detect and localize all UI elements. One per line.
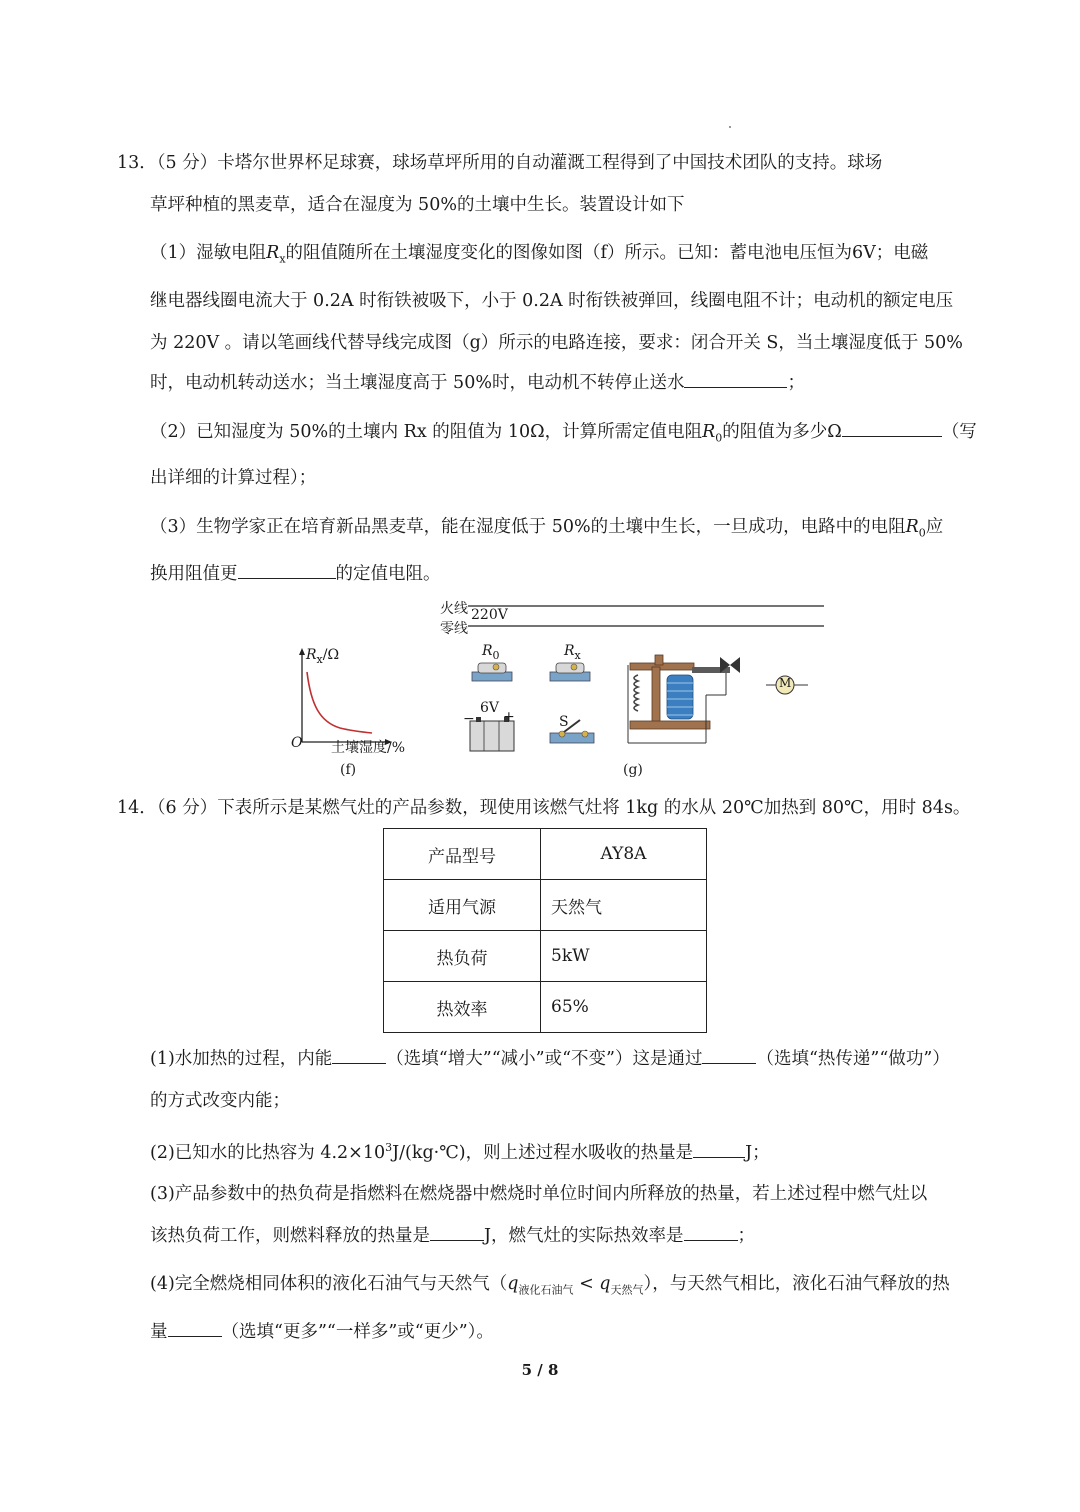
q14-score: （6 分）: [156, 798, 218, 818]
table-value: 65%: [541, 982, 707, 1033]
answer-blank[interactable]: [702, 1048, 756, 1064]
q14-p4-a: (4)完全燃烧相同体积的液化石油气与天然气（: [150, 1274, 508, 1294]
table-row: [384, 931, 707, 982]
q14-stem-text: 下表所示是某燃气灶的产品参数，现使用该燃气灶将 1kg 的水从 20℃加热到 80℃，用时 84s。: [217, 798, 971, 818]
q13-part3-line2: [150, 563, 441, 585]
q13-part3-line1: [150, 516, 943, 545]
fig-g-battery-minus: −: [463, 711, 475, 727]
q14-stem: [117, 797, 970, 819]
q13-p2-text-b: 的阻值为多少Ω: [722, 422, 842, 442]
var-r0: R: [702, 422, 716, 442]
answer-blank[interactable]: [238, 563, 336, 579]
fig-f-ylabel-var: R: [306, 647, 317, 663]
q13-part1-line1: [150, 242, 928, 271]
q13-p1-end: ；: [787, 373, 805, 393]
fig-g-r0-sub: 0: [492, 648, 500, 662]
q13-p2-text-c: （写: [941, 422, 977, 442]
q13-p3-line2-b: 的定值电阻。: [335, 564, 441, 584]
fig-g-live-wire: 火线: [440, 601, 468, 617]
q14-p3-c: ；: [737, 1226, 756, 1246]
fig-g-rx-label: [564, 643, 581, 662]
q14-number: 14．: [117, 798, 157, 818]
q14-part1-line1: [150, 1048, 950, 1070]
q14-p3-a: 该热负荷工作，则燃料释放的热量是: [150, 1226, 430, 1246]
answer-blank[interactable]: [693, 1142, 745, 1158]
fig-g-switch-label: S: [559, 714, 569, 730]
q14-p2-exp: 3: [385, 1141, 393, 1154]
q14-p2-c: J；: [745, 1142, 770, 1163]
q14-part3-line2: [150, 1225, 755, 1247]
product-spec-table: [383, 828, 707, 1033]
var-q-sub-ng: 天然气: [610, 1283, 644, 1297]
q13-part1-line4: [150, 372, 805, 394]
var-rx-sub: x: [279, 252, 286, 266]
table-key: 热负荷: [384, 931, 541, 982]
q14-p3-b: J，燃气灶的实际热效率是: [484, 1226, 684, 1246]
r0-resistor: [472, 663, 512, 681]
fig-f-xlabel: 土壤湿度/%: [331, 740, 406, 756]
q13-number: 13．: [117, 153, 157, 173]
scan-dot: [729, 126, 731, 128]
var-q-sub-lpg: 液化石油气: [518, 1283, 574, 1297]
table-key: 热效率: [384, 982, 541, 1033]
fig-g-neutral-wire: 零线: [440, 621, 468, 637]
q13-score: （5 分）: [156, 153, 218, 173]
less-than-sign: <: [573, 1274, 600, 1294]
var-r0: R: [905, 517, 919, 537]
q14-part2: [150, 1137, 770, 1164]
q13-p1-text-b: 的阻值随所在土壤湿度变化的图像如图（f）所示。已知：蓄电池电压恒为6V；电磁: [285, 243, 929, 263]
q13-p1-text-a: （1）湿敏电阻: [150, 243, 267, 263]
electromagnetic-relay: [628, 655, 740, 743]
answer-blank[interactable]: [332, 1048, 386, 1064]
table-value: 天然气: [541, 880, 707, 931]
rx-resistor: [550, 663, 590, 681]
q13-p3-line2-a: 换用阻值更: [150, 564, 238, 584]
q14-p1-a: (1)水加热的过程，内能: [150, 1049, 333, 1069]
var-q: q: [599, 1274, 611, 1294]
q13-stem-text: 卡塔尔世界杯足球赛，球场草坪所用的自动灌溉工程得到了中国技术团队的支持。球场: [217, 153, 883, 173]
q13-p3-text-b: 应: [925, 517, 944, 537]
y-axis-arrow: [299, 648, 305, 655]
rx-curve: [307, 672, 372, 733]
answer-blank[interactable]: [684, 1225, 738, 1241]
fig-f-ylabel-unit: /Ω: [322, 647, 340, 663]
fig-g-battery-label: 6V: [480, 700, 500, 716]
q14-part3-line1: (3)产品参数中的热负荷是指燃料在燃烧器中燃烧时单位时间内所释放的热量，若上述过程中燃气灶以: [150, 1184, 928, 1204]
q14-p1-b: （选填“增大”“减小”或“不变”）这是通过: [386, 1049, 703, 1069]
fig-g-r0-var: R: [482, 643, 493, 659]
q14-p2-b: J/(kg·℃)，则上述过程水吸收的热量是: [392, 1142, 694, 1163]
q13-part1-line2: 继电器线圈电流大于 0.2A 时衔铁被吸下，小于 0.2A 时衔铁被弹回，线圈电阻不计；电动机的额定电压: [150, 291, 954, 311]
q13-stem-line2: 草坪种植的黑麦草，适合在湿度为 50%的土壤中生长。装置设计如下: [150, 195, 685, 215]
answer-blank[interactable]: [684, 372, 787, 388]
table-row: [384, 880, 707, 931]
switch-s: [550, 720, 594, 743]
fig-f-ylabel: [306, 647, 339, 666]
table-row: [384, 829, 707, 880]
fig-g-caption: (g): [623, 762, 643, 778]
var-rx: R: [266, 243, 280, 263]
table-key: 适用气源: [384, 880, 541, 931]
q13-part1-line3: 为 220V 。请以笔画线代替导线完成图（g）所示的电路连接，要求：闭合开关 S，当土壤湿度低于 50%: [150, 333, 963, 353]
table-value: 5kW: [541, 931, 707, 982]
answer-blank[interactable]: [430, 1225, 484, 1241]
q13-part2-line1: [150, 421, 977, 450]
table-key: 产品型号: [384, 829, 541, 880]
q13-p1-line4-text: 时，电动机转动送水；当土壤湿度高于 50%时，电动机不转停止送水: [150, 373, 685, 393]
table-value: AY8A: [541, 829, 707, 880]
q13-p2-text-a: （2）已知湿度为 50%的土壤内 Rx 的阻值为 10Ω，计算所需定值电阻: [150, 422, 703, 442]
q14-part1-line2: 的方式改变内能；: [150, 1091, 290, 1111]
q13-stem-line1: [117, 152, 882, 174]
q14-p1-c: （选填“热传递”“做功”）: [756, 1049, 950, 1069]
q13-part2-line2: 出详细的计算过程）；: [150, 468, 317, 488]
var-r0-sub: 0: [715, 431, 723, 445]
fig-g-voltage: 220V: [471, 607, 508, 623]
fig-f-ylabel-sub: x: [316, 652, 323, 666]
fig-g-motor-label: M: [779, 676, 792, 690]
q14-p4-b: ），与天然气相比，液化石油气释放的热: [643, 1274, 950, 1294]
fig-f-caption: (f): [340, 762, 357, 778]
fig-g-r0-label: [482, 643, 500, 662]
page-number: 5 / 8: [521, 1361, 559, 1379]
q14-p2-a: (2)已知水的比热容为 4.2×10: [150, 1142, 386, 1163]
table-row: [384, 982, 707, 1033]
q14-part4-line1: [150, 1273, 950, 1302]
fig-f-origin: O: [291, 735, 303, 751]
answer-blank[interactable]: [842, 421, 942, 437]
fig-g-rx-sub: x: [574, 648, 581, 662]
q14-part4-line2: [150, 1321, 494, 1343]
var-r0-sub: 0: [918, 526, 926, 540]
q13-p3-text-a: （3）生物学家正在培育新品黑麦草，能在湿度低于 50%的土壤中生长，一旦成功，电路中的电阻: [150, 517, 906, 537]
var-q: q: [507, 1274, 519, 1294]
answer-blank[interactable]: [168, 1321, 222, 1337]
fig-g-battery-plus: +: [503, 709, 515, 725]
fig-g-rx-var: R: [564, 643, 575, 659]
q14-p4-line2-b: （选填“更多”“一样多”或“更少”）。: [221, 1322, 494, 1342]
q14-p4-line2-a: 量: [150, 1322, 168, 1342]
